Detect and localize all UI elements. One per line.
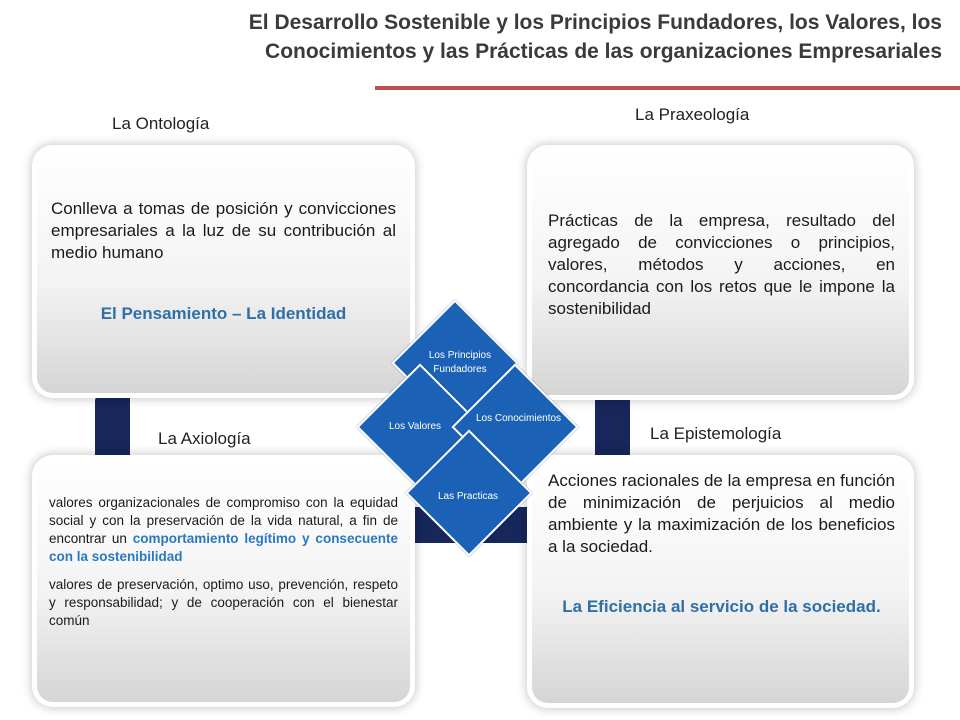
diamond-valores-label: Los Valores [388,421,442,432]
epistemologia-highlight: La Eficiencia al servicio de la sociedad. [562,597,881,616]
slide-title [42,8,942,66]
title-underline [375,86,960,90]
box-axiologia [37,460,410,702]
box-praxeologia [532,150,909,395]
axiologia-text-1: valores organizacionales de compromiso con la equidad social y con la preservación de la vida natural, a fin de encontrar un [49,495,398,546]
epistemologia-text: Acciones racionales de la empresa en función de minimización de perjuicios al medio ambiente y la maximización de los beneficios a la sociedad. [548,471,895,556]
title-line-2: Conocimientos y las Prácticas de las organizaciones Empresariales [265,40,942,63]
axiologia-text-2: valores de preservación, optimo uso, prevención, respeto y responsabilidad; y de cooperación con el bienestar común [49,577,398,628]
title-line-1: El Desarrollo Sostenible y los Principios Fundadores, los Valores, los [248,11,942,34]
axiologia-paragraph-1 [49,494,398,566]
axiologia-text-1-highlight: comportamiento legítimo y consecuente con la sostenibilidad [49,531,398,564]
diamond-principios-line-1: Los Principios [428,350,492,361]
diamond-practicas-label: Las Practicas [437,491,499,502]
label-praxeologia: La Praxeología [635,105,750,124]
diamond-principios-label [410,349,510,377]
diamond-conocimientos-label: Los Conocimientos [476,413,562,424]
praxeologia-text: Prácticas de la empresa, resultado del agregado de convicciones o principios, valores, métodos y acciones, en concordancia con los retos que le impone la sostenibilidad [548,211,895,318]
diamond-principios-line-2: Fundadores [433,364,487,375]
label-ontologia: La Ontología [112,114,210,133]
box-epistemologia [532,460,909,703]
label-axiologia: La Axiología [158,429,251,448]
ontologia-text: Conlleva a tomas de posición y convicciones empresariales a la luz de su contribución al medio humano [51,199,396,262]
ontologia-highlight: El Pensamiento – La Identidad [100,304,347,323]
box-ontologia [37,150,410,393]
label-epistemologia: La Epistemología [650,424,782,443]
